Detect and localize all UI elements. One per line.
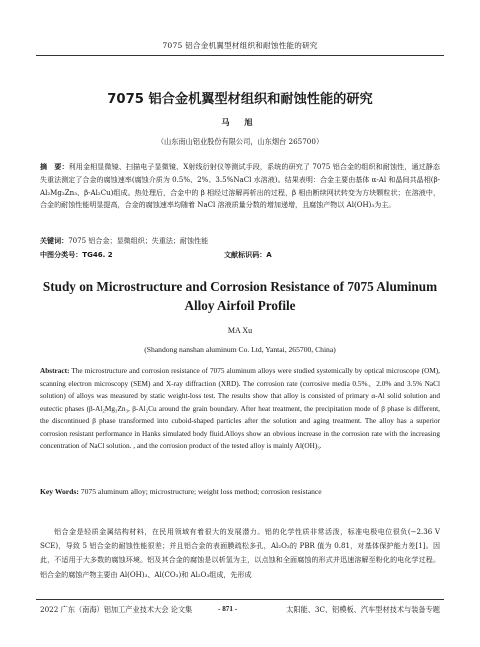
keywords-english-label: Key Words:	[40, 487, 79, 496]
author-english: MA Xu	[227, 326, 253, 335]
title-chinese: 7075 铝合金机翼型材组织和耐蚀性能的研究	[107, 92, 373, 107]
title-english-line-1: Study on Microstructure and Corrosion Resistance of 7075 Aluminum	[42, 279, 438, 294]
keywords-chinese-text: 7075 铝合金；显微组织；失重法；耐蚀性能	[68, 236, 209, 245]
footer-page-number: - 871 -	[218, 605, 238, 613]
footer-proceedings: 2022 广东（南海）铝加工产业技术大会 论文集	[40, 605, 193, 614]
keywords-english-text: 7075 aluminum alloy; microstructure; weight loss method; corrosion resistance	[80, 487, 322, 496]
title-english-line-2: Alloy Airfoil Profile	[184, 297, 296, 313]
classification-row	[40, 250, 440, 260]
abstract-chinese-label: 摘 要：	[40, 162, 69, 171]
affiliation-chinese: （山东南山铝业股份有限公司，山东烟台 265700）	[156, 137, 324, 146]
title-english	[30, 278, 450, 315]
running-header: 7075 铝合金机翼型材组织和耐蚀性能的研究	[162, 41, 318, 50]
footer-rule	[36, 599, 444, 600]
header-rule	[36, 55, 444, 56]
author-chinese: 马 旭	[221, 117, 259, 127]
footer-topic: 太阳能、3C、铝模板、汽车型材技术与装备专题	[286, 605, 440, 614]
abstract-english	[40, 365, 440, 453]
abstract-chinese-text: 利用金相显微镜、扫描电子显微镜、X射线衍射仪等测试手段，系统的研究了 7075 铝合金的组织和耐蚀性，通过静态失重法测定了合金的腐蚀速率(腐蚀介质为 0.5%、2%、3.5%NaCl 水溶液)。结果表明：合金主要由基体 α-Al 和晶间共晶相(β-Al₂Mg₃Zn₃、β-Al₂Cu)组成。热处理后，合金中的 β 相经过溶解再析出的过程，β 相由断续网状转变为方块颗粒状；在溶液中，合金的耐蚀性能明显提高，合金的腐蚀速率均随着 NaCl 溶液质量分数的增加递增，且腐蚀产物以 Al(OH)₃为主。	[40, 162, 440, 210]
page-footer	[40, 605, 440, 615]
abstract-english-text: The microstructure and corrosion resistance of 7075 aluminum alloys were studied systemically by optical microscope (OM), scanning electron microscopy (SEM) and X-ray diffraction (XRD). The corrosion rate (corrosive media 0.5%、2.0% and 3.5% NaCl solution) of alloys was measured by static weight-loss test. The results show that alloy is consisted of primary α-Al solid solution and eutectic phases (β-Al₂Mg₃Zn₃, β-Al₂Cu around the grain boundary. After heat treatment, the precipitation mode of β phase is different, the discontinued β phase transformed into cuboid-shaped particles after the solution and aging treatment. The alloy has a superior corrosion resistant performance in Hanks simulated body fluid.Alloys show an obvious increase in the corrosion rate with the increasing concentration of NaCl solution. , and the corrosion product of the tested alloy is mainly Al(OH)₃.	[40, 367, 440, 451]
document-code: 文献标识码：A	[224, 250, 272, 259]
abstract-chinese	[40, 161, 440, 212]
body-text	[40, 525, 440, 582]
keywords-chinese	[40, 236, 440, 246]
abstract-english-label: Abstract:	[40, 367, 70, 375]
affiliation-english: (Shandong nanshan aluminum Co. Ltd, Yantai, 265700, China)	[144, 345, 336, 354]
body-paragraph: 铝合金是轻质金属结构材料，在民用领域有着很大的发展潜力。铝的化学性质非常活泼，标准电极电位很负(−2.36 V SCE)，导致 5 铝合金的耐蚀性能很差；并且铝合金的表面膜疏松多孔，Al₂O₃的 PBR 值为 0.81，对基体保护能力差[1]。因此，不适用于大多数的腐蚀环境。铝及其合金的腐蚀是以析氢为主，以点蚀和全面腐蚀的形式并迅速溶解至粉化的电化学过程。铝合金的腐蚀产物主要由 Al(OH)₃、Al(CO₃)和 Al₂O₃组成，先形成	[40, 527, 440, 579]
keywords-english	[40, 487, 440, 496]
keywords-chinese-label: 关键词：	[40, 236, 69, 245]
clc-number: 中图分类号：TG46. 2	[40, 250, 113, 259]
